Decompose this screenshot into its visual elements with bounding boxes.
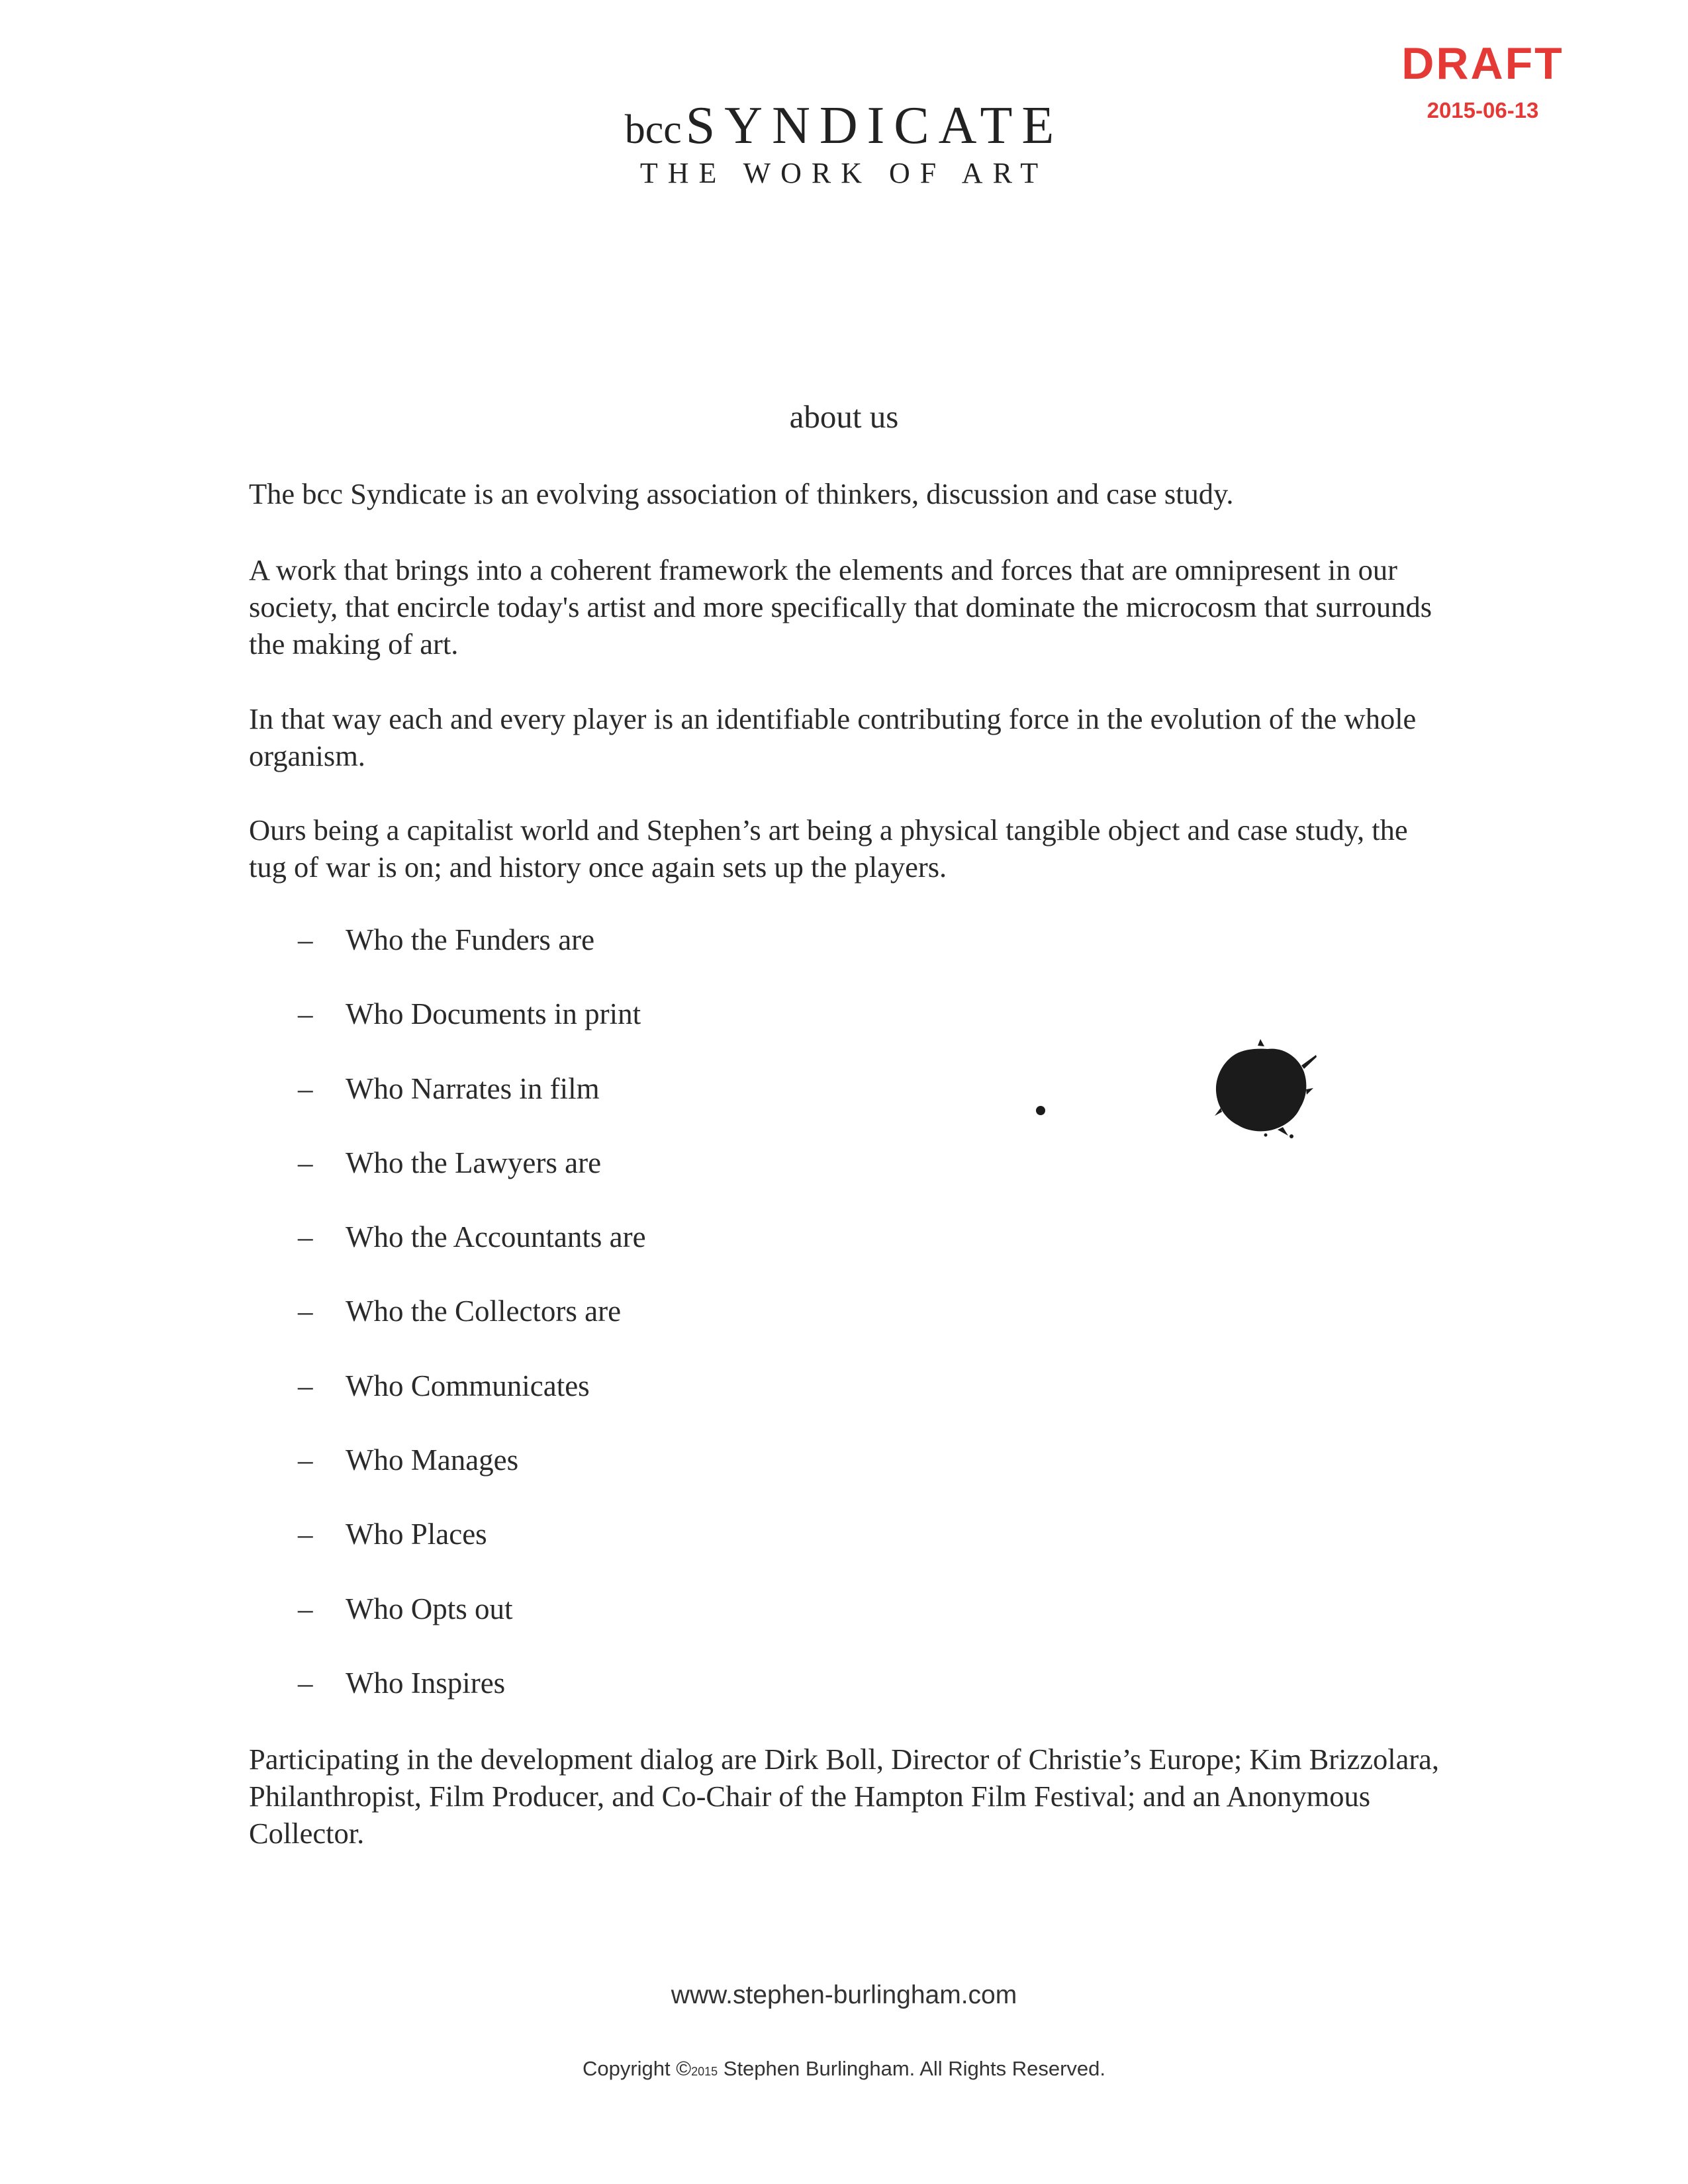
list-item	[249, 1664, 646, 1739]
framework-paragraph: A work that brings into a coherent framework the elements and forces that are omnipresent in our society, that encircle today's artist and more specifically that dominate the microcosm that surrounds the making of art.	[249, 553, 1432, 660]
copyright-symbol: ©	[676, 2057, 692, 2080]
dash-marker: –	[298, 923, 313, 956]
dash-marker: –	[298, 1146, 313, 1179]
website-link[interactable]: www.stephen-burlingham.com	[671, 1981, 1017, 2009]
list-item	[249, 1218, 646, 1293]
list-item-label: Who Manages	[346, 1443, 519, 1477]
dash-marker: –	[298, 1071, 313, 1105]
list-item-label: Who Documents in print	[346, 997, 641, 1031]
list-item	[249, 1293, 646, 1367]
list-item	[249, 1590, 646, 1664]
dash-marker: –	[298, 1666, 313, 1700]
participants-paragraph: Participating in the development dialog are Dirk Boll, Director of Christie’s Europe; Kim Brizzolara, Philanthropist, Film Producer, and Co-Chair of the Hampton Film Festival; and an Anonymous Collector.	[249, 1743, 1440, 1850]
list-item-label: Who Opts out	[346, 1592, 513, 1625]
players-paragraph: In that way each and every player is an identifiable contributing force in the evolution of the whole organism.	[249, 702, 1417, 772]
section-title: about us	[789, 398, 899, 435]
list-item-label: Who the Accountants are	[346, 1220, 646, 1254]
list-item	[249, 1441, 646, 1516]
list-item	[249, 1367, 646, 1441]
brand-name: SYNDICATE	[685, 97, 1064, 155]
copyright-holder: Stephen Burlingham. All Rights Reserved.	[718, 2057, 1106, 2080]
capitalist-paragraph: Ours being a capitalist world and Stephen’s art being a physical tangible object and case study, the tug of war is on; and history once again sets up the players.	[249, 813, 1408, 884]
brand-subtitle: THE WORK OF ART	[639, 157, 1049, 189]
copyright-year: 2015	[691, 2065, 718, 2078]
draft-stamp: DRAFT	[1401, 38, 1564, 89]
brand-prefix: bcc	[624, 107, 682, 152]
players-list	[249, 921, 646, 1739]
dash-marker: –	[298, 1220, 313, 1254]
dash-marker: –	[298, 1592, 313, 1625]
dash-marker: –	[298, 1443, 313, 1477]
list-item	[249, 1516, 646, 1590]
list-item-label: Who Inspires	[346, 1666, 506, 1700]
dash-marker: –	[298, 1295, 313, 1328]
list-item	[249, 921, 646, 995]
brand-logo	[0, 97, 1688, 155]
dash-marker: –	[298, 1369, 313, 1402]
copyright-notice	[0, 2058, 1688, 2079]
list-item-label: Who Narrates in film	[346, 1071, 600, 1105]
list-item	[249, 1070, 646, 1144]
copyright-prefix: Copyright	[582, 2057, 677, 2080]
list-item-label: Who the Collectors are	[346, 1295, 622, 1328]
list-item-label: Who Places	[346, 1518, 487, 1551]
list-item-label: Who the Funders are	[346, 923, 595, 956]
dash-marker: –	[298, 997, 313, 1031]
dash-marker: –	[298, 1518, 313, 1551]
list-item-label: Who Communicates	[346, 1369, 590, 1402]
list-item	[249, 995, 646, 1069]
list-item-label: Who the Lawyers are	[346, 1146, 602, 1179]
draft-date: 2015-06-13	[1427, 98, 1539, 122]
ink-blot-icon	[1033, 1026, 1337, 1185]
intro-paragraph: The bcc Syndicate is an evolving association of thinkers, discussion and case study.	[249, 477, 1234, 510]
list-item	[249, 1144, 646, 1218]
